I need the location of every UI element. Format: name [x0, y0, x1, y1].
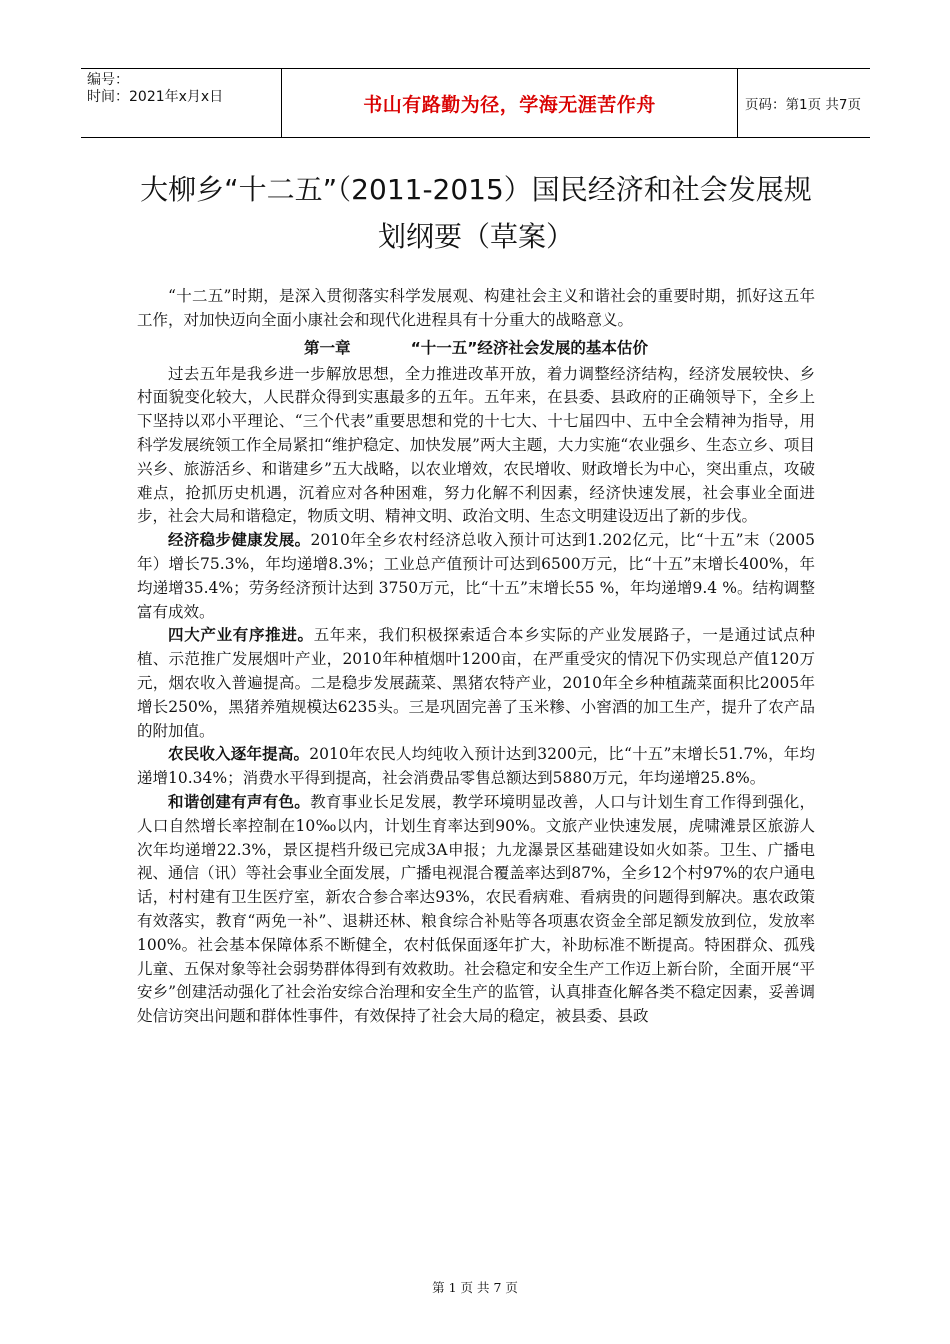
chapter-number: 第一章 [304, 338, 351, 357]
industry-lead: 四大产业有序推进。 [168, 626, 314, 645]
income-paragraph [137, 743, 815, 791]
overview-paragraph: 过去五年是我乡进一步解放思想，全力推进改革开放，着力调整经济结构，经济发展较快、乡村面貌变化较大，人民群众得到实惠最多的五年。五年来，在县委、县政府的正确领导下，全乡上下坚持以邓小平理论、“三个代表”重要思想和党的十七大、十七届四中、五中全会精神为指导，用科学发展统领工作全局紧扣“维护稳定、加快发展”两大主题，大力实施“农业强乡、生态立乡、项目兴乡、旅游活乡、和谐建乡”五大战略，以农业增效，农民增收、财政增长为中心，突出重点，攻破难点，抢抓历史机遇，沉着应对各种困难，努力化解不利因素，经济快速发展，社会事业全面进步，社会大局和谐稳定，物质文明、精神文明、政治文明、生态文明建设迈出了新的步伐。 [137, 364, 815, 526]
document-title: 大柳乡“十二五”（2011-2015）国民经济和社会发展规划纲要（草案） [140, 173, 812, 253]
page-footer: 第 1 页 共 7 页 [432, 1280, 518, 1295]
header-meta [81, 69, 281, 137]
header-page-number: 页码：第1页 共7页 [745, 97, 861, 113]
industry-paragraph [137, 624, 815, 743]
economy-lead: 经济稳步健康发展。 [168, 531, 311, 550]
header-page-cell [737, 69, 870, 137]
page-header [81, 68, 870, 138]
header-motto: 书山有路勤为径，学海无涯苦作舟 [363, 93, 656, 116]
income-text: 2010年农民人均纯收入预计达到3200元，比“十五”末增长51.7%，年均递增10.34%；消费水平得到提高，社会消费品零售总额达到5880万元，年均递增25.8%。 [137, 745, 815, 788]
economy-text: 2010年全乡农村经济总收入预计可达到1.202亿元，比“十五”末（2005年）增长75.3%，年均递增8.3%；工业总产值预计可达到6500万元，比“十五”末增长400%，年均递增35.4%；劳务经济预计达到 3750万元，比“十五”末增长55 %，年均递增9.4 %。结构调整富有成效。 [137, 531, 815, 621]
industry-text: 五年来，我们积极探索适合本乡实际的产业发展路子，一是通过试点种植、示范推广发展烟叶产业，2010年种植烟叶1200亩，在严重受灾的情况下仍实现总产值120万元，烟农收入普遍提高。二是稳步发展蔬菜、黑猪农特产业，2010年全乡种植蔬菜面积比2005年增长250%，黑猪养殖规模达6235头。三是巩固完善了玉米糁、小窖酒的加工生产，提升了农产品的附加值。 [137, 626, 815, 740]
chapter-title: “十一五”经济社会发展的基本估价 [410, 338, 648, 357]
income-lead: 农民收入逐年提高。 [168, 745, 310, 764]
document-date-label: 时间：2021年x月x日 [87, 89, 224, 105]
economy-paragraph [137, 529, 815, 624]
harmony-text: 教育事业长足发展，教学环境明显改善，人口与计划生育工作得到强化，人口自然增长率控制在10‰以内，计划生育率达到90%。文旅产业快速发展，虎啸滩景区旅游人次年均递增22.3%，景区提档升级已完成3A申报；九龙瀑景区基础建设如火如荼。卫生、广播电视、通信（讯）等社会事业全面发展，广播电视混合覆盖率达到87%，全乡12个村97%的农户通电话，村村建有卫生医疗室，新农合参合率达93%，农民看病难、看病贵的问题得到解决。惠农政策有效落实，教育“两免一补”、退耕还林、粮食综合补贴等各项惠农资金全部足额发放到位，发放率100%。社会基本保障体系不断健全，农村低保面逐年扩大，补助标准不断提高。特困群众、孤残儿童、五保对象等社会弱势群体得到有效救助。社会稳定和安全生产工作迈上新台阶，全面开展“平安乡”创建活动强化了社会治安综合治理和安全生产的监管，认真排查化解各类不稳定因素，妥善调处信访突出问题和群体性事件，有效保持了社会大局的稳定，被县委、县政 [137, 792, 815, 1026]
harmony-paragraph [137, 791, 815, 1029]
document-number-label: 编号： [87, 72, 129, 88]
document-body [137, 285, 815, 1029]
intro-paragraph: “十二五”时期，是深入贯彻落实科学发展观、构建社会主义和谐社会的重要时期，抓好这五年工作，对加快迈向全面小康社会和现代化进程具有十分重大的战略意义。 [137, 287, 815, 329]
chapter-heading [137, 335, 815, 361]
header-motto-cell [281, 69, 738, 137]
harmony-lead: 和谐创建有声有色。 [168, 792, 311, 811]
